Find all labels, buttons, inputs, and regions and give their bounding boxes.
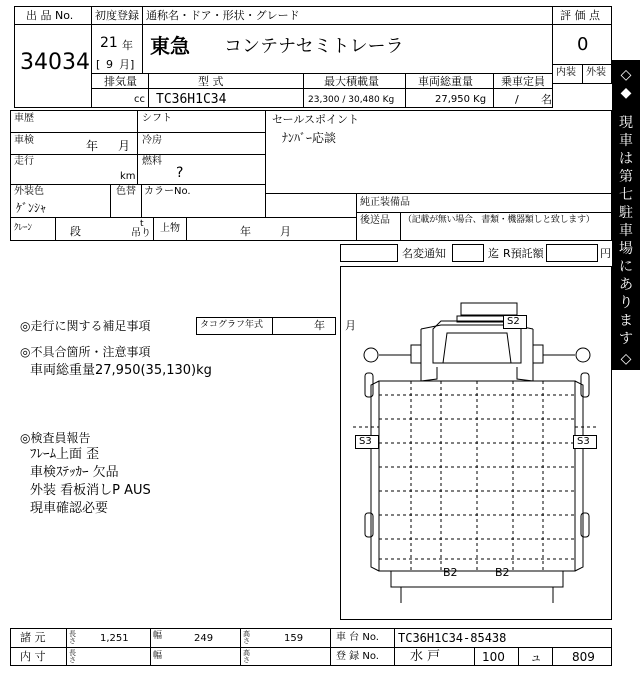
genuine-equipment-label: 純正装備品 xyxy=(360,197,410,208)
lot-label: 出 品 No. xyxy=(26,9,74,22)
later-delivery-note: （記載が無い場合、書類・機器類しと致します） xyxy=(403,215,595,225)
recycle-label: R預託額 xyxy=(503,247,544,260)
trailer-diagram-svg xyxy=(341,267,611,619)
fuel-label: 燃料 xyxy=(142,156,162,167)
reg-year-unit: 年 xyxy=(122,39,133,52)
maker-name: 東急 xyxy=(150,34,190,58)
interior-dim-label: 内 寸 xyxy=(20,650,46,663)
chassis-number: TC36H1C34-85438 xyxy=(398,631,507,645)
name-change-label: 名変通知 xyxy=(402,247,446,260)
model-code: TC36H1C34 xyxy=(156,92,227,107)
first-reg-label: 初度登録 xyxy=(95,9,139,22)
gross-weight-label: 車両総重量 xyxy=(418,75,473,88)
banner-char: り xyxy=(619,295,633,311)
tachograph-label: タコグラフ年式 xyxy=(200,320,264,330)
displacement-label: 排気量 xyxy=(104,75,137,88)
history-label: 車歴 xyxy=(14,113,34,124)
banner-char: ◆ xyxy=(620,85,632,101)
fuel-value: ? xyxy=(176,165,184,181)
defect-notes-title: ◎不具合箇所・注意事項 xyxy=(20,345,151,359)
vehicle-diagram xyxy=(340,266,612,620)
banner-char: 車 xyxy=(619,133,633,149)
color-code-label: カラーNo. xyxy=(144,186,191,197)
registration-kana: ュ xyxy=(530,650,543,664)
reg-month: 9 xyxy=(106,58,113,71)
lift-ton-unit: t xyxy=(140,219,144,229)
width-value: 249 xyxy=(194,633,214,644)
inspection-year: 年 xyxy=(86,139,99,153)
recycle-amount-field[interactable] xyxy=(546,244,598,262)
banner-char: ◇ xyxy=(620,67,632,83)
inspector-line-2: 車検ｽﾃｯｶｰ 欠品 xyxy=(30,465,119,480)
interior-width-label: 幅 xyxy=(153,651,163,661)
banner-char: は xyxy=(619,151,633,167)
banner-char: ま xyxy=(619,313,633,329)
location-banner xyxy=(612,60,640,370)
ac-label: 冷房 xyxy=(142,135,162,146)
lift-unit: 吊り xyxy=(131,228,151,239)
registration-number: 809 xyxy=(572,650,595,664)
boarding-month: 月 xyxy=(280,225,291,238)
score-label: 評 価 点 xyxy=(560,9,600,22)
crane-label: ｸﾚｰﾝ xyxy=(14,223,33,233)
interior-length-label: 長さ xyxy=(69,649,76,664)
width-label: 幅 xyxy=(153,631,163,641)
model-code-label: 型 式 xyxy=(198,75,224,88)
sales-point-label: セールスポイント xyxy=(272,113,360,126)
model-name: コンテナセミトレーラ xyxy=(224,36,404,57)
shift-label: シフト xyxy=(142,113,172,124)
damage-mark-top-label: S2 xyxy=(507,316,520,327)
reg-month-open: [ xyxy=(96,58,101,71)
color-change-label: 色替 xyxy=(116,186,136,197)
tachograph-year: 年 xyxy=(314,319,325,332)
registration-area: 水 戸 xyxy=(410,649,441,664)
banner-char: 七 xyxy=(619,187,633,203)
length-label: 長さ xyxy=(69,630,76,645)
exterior-score-label: 外装 xyxy=(586,67,606,78)
banner-char: 駐 xyxy=(619,205,633,221)
crane-row xyxy=(10,217,357,241)
boarding-label: 上物 xyxy=(160,223,180,234)
inspector-line-1: ﾌﾚｰﾑ上面 歪 xyxy=(30,447,100,462)
driving-notes-title: ◎走行に関する補足事項 xyxy=(20,319,151,333)
max-load-label: 最大積載量 xyxy=(324,75,379,88)
tachograph-month: 月 xyxy=(345,319,356,332)
banner-char: す xyxy=(619,331,633,347)
lot-number: 34034 xyxy=(20,50,90,75)
length-value: 1,251 xyxy=(100,633,129,644)
yen-unit: 円 xyxy=(600,247,611,260)
banner-char: 第 xyxy=(619,169,633,185)
capacity-value: / xyxy=(515,93,519,106)
stage-unit: 段 xyxy=(70,225,81,238)
exterior-color-label: 外装色 xyxy=(14,186,44,197)
inspector-line-4: 現車確認必要 xyxy=(30,501,109,516)
height-label: 高さ xyxy=(243,630,250,645)
defect-line-1: 車両総重量27,950(35,130)kg xyxy=(30,363,212,378)
damage-mark-right-label: S3 xyxy=(577,436,590,447)
banner-char: ◇ xyxy=(620,351,632,367)
reg-month-unit: 月] xyxy=(119,58,135,71)
registration-class: 100 xyxy=(482,650,505,664)
km-unit: km xyxy=(120,171,136,182)
reg-year: 21 xyxy=(100,35,118,51)
inspection-label: 車検 xyxy=(14,135,34,146)
deadline-label: 迄 xyxy=(488,247,499,260)
sales-point-text: ﾅﾝﾊﾞｰ応談 xyxy=(282,131,337,145)
banner-char: 車 xyxy=(619,223,633,239)
height-value: 159 xyxy=(284,633,304,644)
inspector-report-title: ◎検査員報告 xyxy=(20,431,91,445)
cc-unit: cc xyxy=(134,94,145,105)
name-change-date-field[interactable] xyxy=(452,244,484,262)
banner-char: に xyxy=(619,259,633,275)
exterior-color: ｹﾞﾝｼｬ xyxy=(16,201,47,215)
boarding-year: 年 xyxy=(240,225,251,238)
name-change-deadline-field[interactable] xyxy=(340,244,398,262)
damage-mark-left-label: S3 xyxy=(359,436,372,447)
capacity-label: 乗車定員 xyxy=(501,75,545,88)
registration-label: 登 録 No. xyxy=(336,651,379,662)
name-label: 通称名・ドア・形状・グレード xyxy=(146,9,300,22)
detail-grid xyxy=(10,110,266,218)
chassis-label: 車 台 No. xyxy=(336,632,379,643)
interior-score-label: 内装 xyxy=(556,67,576,78)
damage-mark-bottom-left: B2 xyxy=(443,566,458,579)
banner-char: あ xyxy=(619,277,633,293)
inspection-month: 月 xyxy=(118,139,131,153)
score-value: 0 xyxy=(577,34,589,55)
damage-mark-bottom-right: B2 xyxy=(495,566,510,579)
banner-char: 場 xyxy=(619,241,633,257)
gross-weight-value: 27,950 Kg xyxy=(435,94,487,105)
max-load-value: 23,300 / 30,480 Kg xyxy=(308,95,395,105)
inspector-line-3: 外装 看板消しP AUS xyxy=(30,483,151,498)
interior-height-label: 高さ xyxy=(243,649,250,664)
spec-label: 諸 元 xyxy=(20,631,46,644)
mileage-label: 走行 xyxy=(14,156,34,167)
capacity-unit: 名 xyxy=(541,93,552,106)
banner-char: 現 xyxy=(619,115,633,131)
later-delivery-label: 後送品 xyxy=(360,215,390,226)
